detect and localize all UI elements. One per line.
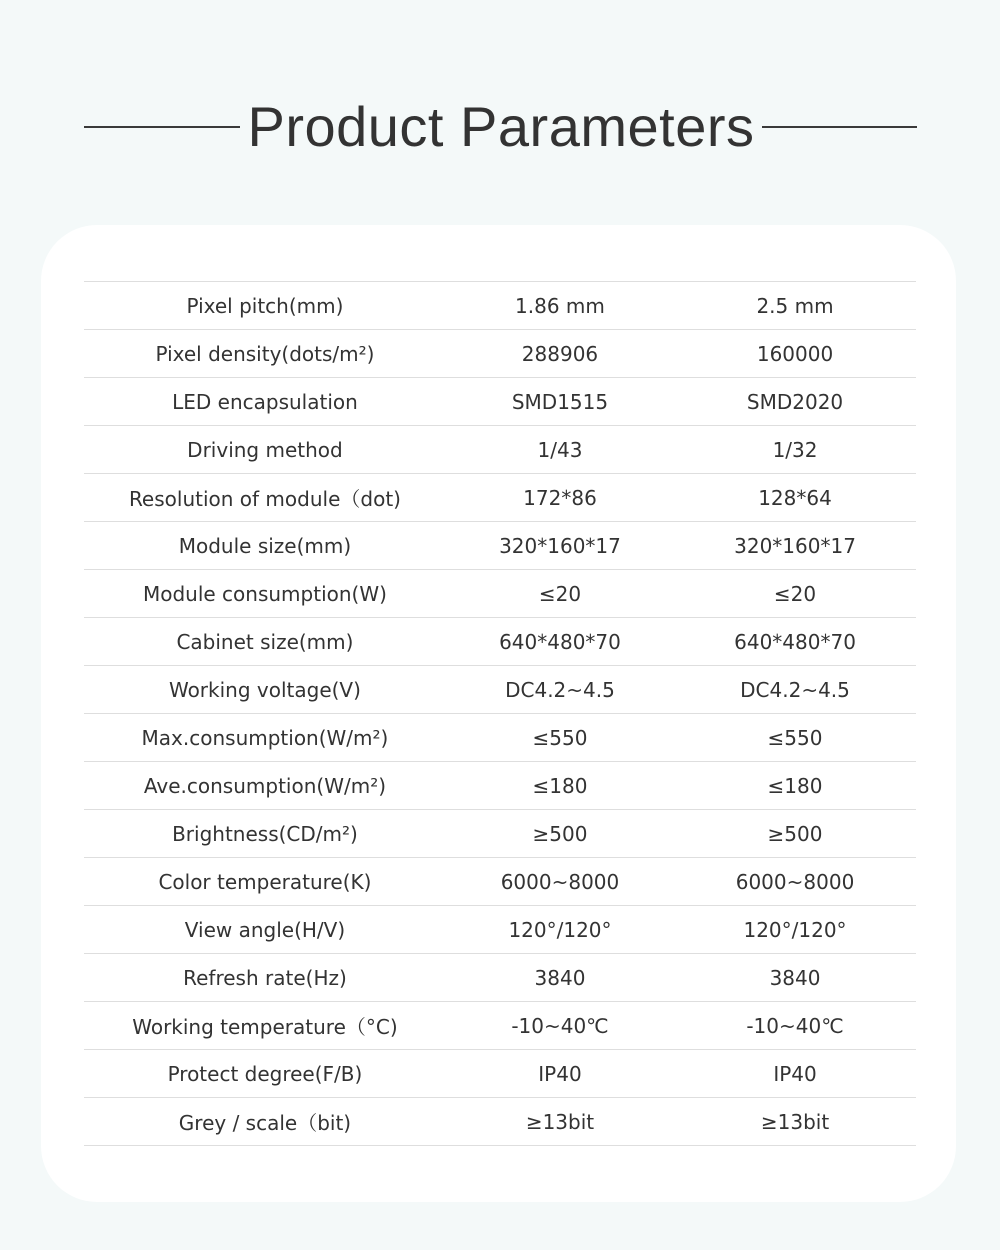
param-value-1: ≥13bit xyxy=(525,1109,595,1134)
param-value-1: 3840 xyxy=(534,965,586,990)
table-row xyxy=(84,282,916,330)
table-row xyxy=(84,1050,916,1098)
param-name: Refresh rate(Hz) xyxy=(183,965,347,990)
param-name: Ave.consumption(W/m²) xyxy=(143,773,387,798)
param-value-2: 2.5 mm xyxy=(756,293,834,318)
param-value-2: 640*480*70 xyxy=(734,629,856,654)
param-name: Pixel pitch(mm) xyxy=(186,293,344,318)
param-value-1: 640*480*70 xyxy=(499,629,621,654)
param-name: Resolution of module（dot) xyxy=(128,487,401,511)
param-value-1: 6000~8000 xyxy=(500,869,620,894)
param-name: Cabinet size(mm) xyxy=(176,629,354,654)
param-value-1: 172*86 xyxy=(523,485,597,510)
param-value-1: ≤20 xyxy=(538,581,582,606)
param-name: Module consumption(W) xyxy=(142,581,387,606)
param-value-1: IP40 xyxy=(538,1061,582,1086)
table-row xyxy=(84,1098,916,1146)
param-value-2: ≥500 xyxy=(767,821,823,846)
param-value-2: DC4.2~4.5 xyxy=(740,677,850,702)
param-value-2: 3840 xyxy=(769,965,821,990)
table-row xyxy=(84,714,916,762)
param-value-2: 120°/120° xyxy=(743,917,847,942)
param-value-2: ≥13bit xyxy=(760,1109,830,1134)
table-row xyxy=(84,474,916,522)
param-name: Driving method xyxy=(187,437,343,462)
param-value-2: 320*160*17 xyxy=(734,533,856,558)
table-row xyxy=(84,426,916,474)
param-name: Module size(mm) xyxy=(178,533,352,558)
param-value-2: ≤180 xyxy=(767,773,823,798)
param-name: Brightness(CD/m²) xyxy=(172,821,358,846)
param-value-1: ≥500 xyxy=(532,821,588,846)
param-value-1: SMD1515 xyxy=(511,389,609,414)
param-value-1: 288906 xyxy=(521,341,599,366)
param-name: LED encapsulation xyxy=(172,389,358,414)
param-value-1: -10~40℃ xyxy=(511,1013,609,1038)
title-divider-right xyxy=(762,126,917,128)
table-row xyxy=(84,858,916,906)
param-value-2: 128*64 xyxy=(758,485,832,510)
param-value-2: ≤550 xyxy=(767,725,823,750)
page-header xyxy=(0,90,1000,164)
table-row xyxy=(84,522,916,570)
table-row xyxy=(84,618,916,666)
table-row xyxy=(84,1002,916,1050)
param-value-2: SMD2020 xyxy=(746,389,844,414)
param-name: Pixel density(dots/m²) xyxy=(155,341,375,366)
param-name: Working temperature（°C) xyxy=(132,1015,398,1039)
param-name: Max.consumption(W/m²) xyxy=(141,725,389,750)
param-name: Protect degree(F/B) xyxy=(167,1061,363,1086)
param-value-1: DC4.2~4.5 xyxy=(505,677,615,702)
table-row xyxy=(84,570,916,618)
table-row xyxy=(84,954,916,1002)
title-divider-left xyxy=(84,126,240,128)
param-value-1: ≤550 xyxy=(532,725,588,750)
param-value-1: 1.86 mm xyxy=(515,293,605,318)
param-value-2: ≤20 xyxy=(773,581,817,606)
param-value-1: 120°/120° xyxy=(508,917,612,942)
page-title: Product Parameters xyxy=(247,95,755,158)
parameters-table xyxy=(84,281,916,1146)
param-name: Grey / scale（bit) xyxy=(178,1111,352,1135)
table-row xyxy=(84,666,916,714)
param-name: View angle(H/V) xyxy=(184,917,346,942)
table-row xyxy=(84,906,916,954)
table-row xyxy=(84,330,916,378)
param-value-1: ≤180 xyxy=(532,773,588,798)
param-value-2: 160000 xyxy=(756,341,834,366)
param-value-2: 6000~8000 xyxy=(735,869,855,894)
param-name: Color temperature(K) xyxy=(158,869,372,894)
param-value-2: -10~40℃ xyxy=(746,1013,844,1038)
param-value-1: 320*160*17 xyxy=(499,533,621,558)
table-row xyxy=(84,378,916,426)
param-value-2: 1/32 xyxy=(772,437,818,462)
param-value-1: 1/43 xyxy=(537,437,583,462)
param-name: Working voltage(V) xyxy=(168,677,361,702)
table-row xyxy=(84,762,916,810)
table-row xyxy=(84,810,916,858)
param-value-2: IP40 xyxy=(773,1061,817,1086)
